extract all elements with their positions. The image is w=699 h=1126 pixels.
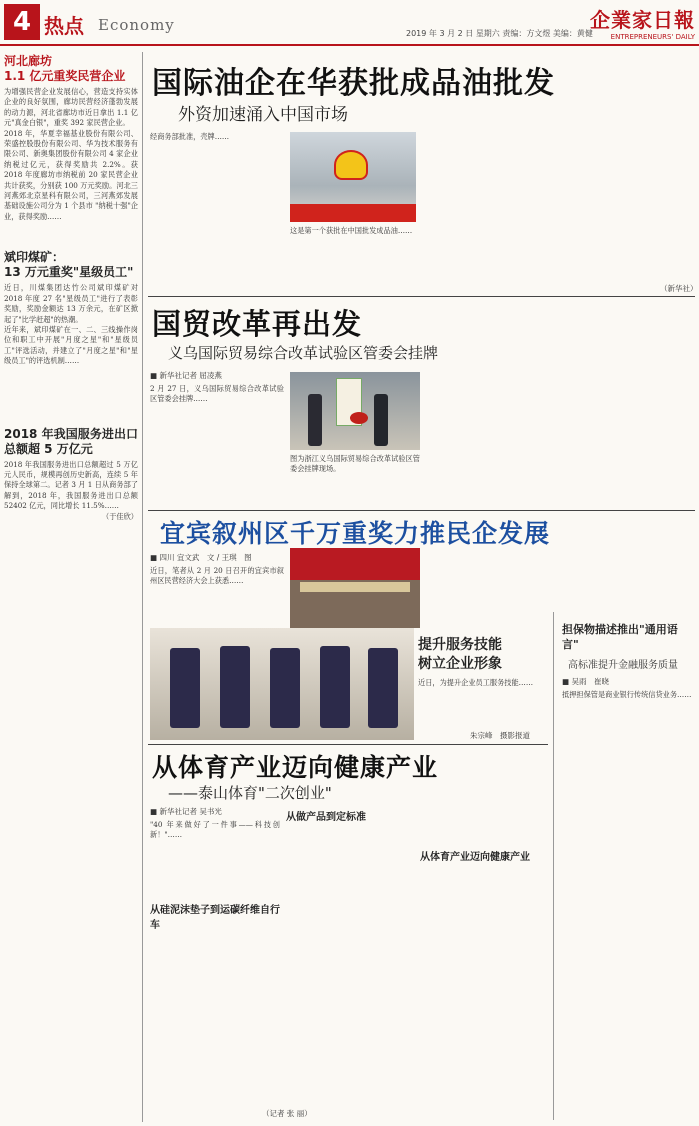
editor: 责编：方文煜 (502, 29, 551, 38)
subhead-carbon-bike: 从硅泥沫垫子到运碳纤维自行车 (150, 904, 280, 931)
body-trade-reform-cont (424, 366, 554, 504)
body-services-trade: 2018 年我国服务进出口总额超过 5 万亿元人民币，规模再创历史新高，连续 5 年保持全球第二。记者 3 月 1 日从商务部了解到，2018 年，我国服务进出口总额 52402 亿元，同比增长 11.5%…… (4, 459, 141, 511)
person-silhouette (308, 394, 322, 446)
subhead-trade-reform: 义乌国际贸易综合改革试验区管委会挂牌 (168, 344, 439, 362)
trade-reform-photo (290, 372, 420, 450)
signoff-left: （于佳欣） (102, 511, 138, 521)
section-number: 4 (4, 4, 40, 40)
shell-logo-icon (334, 150, 368, 180)
section-name-en: Economy (98, 16, 175, 34)
headline-trade-reform: 国贸改革再出发 (152, 307, 363, 341)
byline-author: 屈凌燕 (199, 371, 222, 380)
body-trade-reform: 2 月 27 日，义乌国际贸易综合改革试验区管委会挂牌…… (150, 384, 284, 404)
headline-langfang: 河北廊坊 1.1 亿元重奖民营企业 (4, 54, 126, 83)
left-column (4, 54, 141, 1120)
byline-sports-health: ■ 新华社记者 吴书光 (150, 807, 222, 816)
byline-label: 新华社记者 (159, 807, 197, 816)
subhead-standards: 从做产品到定标准 (286, 812, 366, 823)
article-divider (148, 510, 695, 511)
oil-station-photo (290, 132, 416, 222)
logo-cn: 企業家日報 (590, 8, 695, 32)
headline-collateral: 担保物描述推出"通用语言" (562, 623, 678, 651)
caption-trade-reform: 图为浙江义乌国际贸易综合改革试验区管委会挂牌现场。 (290, 454, 420, 474)
headline-sports-health: 从体育产业迈向健康产业 (152, 753, 439, 782)
byline-service-skills: 朱宗峰 摄影报道 (470, 731, 530, 740)
person-silhouette (374, 394, 388, 446)
logo-en: ENTREPRENEURS' DAILY (610, 33, 695, 41)
body-oil-companies-cont (424, 132, 554, 292)
body-collateral: 抵押担保管是商业银行传统信贷业务…… (562, 690, 692, 699)
signoff-sports: （记者 张 丽） (262, 1109, 312, 1118)
station-canopy (290, 204, 416, 222)
body-binyin-coal: 近日，川煤集团达竹公司斌印煤矿对 2018 年度 27 名"星级员工"进行了表彰奖励，奖励金额达 13 万余元，在矿区掀起了"比学赶超"的热潮。 近年来，斌印煤矿在一、二、三线操作岗位和职工中开展"月度之星"和"星级员工"评选活动，并建立了"月度之星"和"星级员工"的评选机制…… (4, 283, 138, 366)
col-sports-2 (286, 808, 416, 1120)
byline-yibin: ■ 四川 宜文武 文 / 王琪 图 (150, 553, 252, 562)
article-divider (148, 744, 548, 745)
col-sports-1 (150, 820, 280, 1120)
person-silhouette (320, 646, 350, 728)
subhead-health-industry: 从体育产业迈向健康产业 (420, 852, 530, 863)
body-yibin-cont2 (560, 548, 694, 608)
byline-collateral: ■ 吴雨 崔晓 (562, 677, 609, 686)
page-header (0, 0, 699, 46)
body-yibin: 近日，笔者从 2 月 20 日召开的宜宾市叙州区民营经济大会上获悉…… (150, 566, 284, 586)
subhead-collateral: 高标准提升金融服务质量 (568, 660, 678, 671)
body-oil-companies: 经商务部批准，壳牌…… (150, 132, 230, 141)
section-name-cn: 热点 (44, 14, 84, 38)
headline-service-skills: 提升服务技能 树立企业形象 (418, 637, 502, 672)
stage-table (300, 582, 410, 592)
dateline (406, 28, 593, 39)
column-divider (553, 612, 554, 1120)
body-sports-health: "40 年来做好了一件事——科技创新！"…… (150, 820, 280, 840)
headline-services-trade: 2018 年我国服务进出口总额超 5 万亿元 (4, 426, 138, 456)
col-sports-3 (420, 808, 550, 1120)
issue-date: 2019 年 3 月 2 日 (406, 29, 474, 38)
newspaper-logo (590, 4, 695, 41)
headline-binyin-coal: 斌印煤矿： 13 万元重奖"星级员工" (4, 250, 134, 280)
byline-label: 四川 (159, 553, 175, 562)
byline-author: 宜文武 文 / 王琪 图 (176, 553, 252, 562)
byline-trade-reform: ■ 新华社记者 屈凌燕 (150, 371, 222, 380)
headline-oil-companies: 国际油企在华获批成品油批发 (152, 66, 555, 101)
headline-yibin: 宜宾叙州区千万重奖力推民企发展 (160, 519, 551, 548)
subhead-oil-companies: 外资加速涌入中国市场 (178, 105, 348, 125)
person-silhouette (270, 648, 300, 728)
byline-author: 吴书光 (199, 807, 222, 816)
caption-oil-photo: 这是第一个获批在中国批发成品油…… (290, 226, 413, 235)
person-silhouette (368, 648, 398, 728)
article-divider (148, 296, 695, 297)
weekday: 星期六 (475, 29, 500, 38)
byline-author: 吴雨 崔晓 (571, 677, 609, 686)
subhead-sports-health: ——泰山体育"二次创业" (168, 784, 332, 802)
person-silhouette (220, 646, 250, 728)
person-silhouette (170, 648, 200, 728)
designer: 美编：黄健 (552, 29, 593, 38)
signoff-oil: （新华社） (660, 284, 698, 293)
red-ribbon (350, 412, 368, 424)
body-oil-companies-cont2 (560, 132, 694, 292)
body-trade-reform-cont2 (560, 366, 694, 504)
body-service-skills: 近日，为提升企业员工服务技能…… (418, 678, 534, 687)
column-divider (142, 52, 143, 1122)
body-langfang: 为增强民营企业发展信心，营造支持实体企业的良好氛围，廊坊民营经济蓬勃发展的动力源，河北省廊坊市近日拿出 1.1 亿元"真金白银"，重奖 392 家民营企业。 2018 年，华夏幸福基业股份有限公司、荣盛控股股份有限公司、华为技术服务有限公司、新奥集团股份有限公司 4 家企业纳税过亿元，获得奖励共 2.2%。获 2018 年度廊坊市纳税前 20 家民营企业共计获奖，分别获 100 万元奖励。河北三河燕郊北京星科有限公司，三河燕郊发展基础设施公司分为 1 个县市 "纳税十强"企业，获得奖励…… (4, 87, 138, 221)
service-skills-photo (150, 628, 414, 740)
yibin-meeting-photo (290, 548, 420, 628)
byline-label: 新华社记者 (159, 371, 197, 380)
